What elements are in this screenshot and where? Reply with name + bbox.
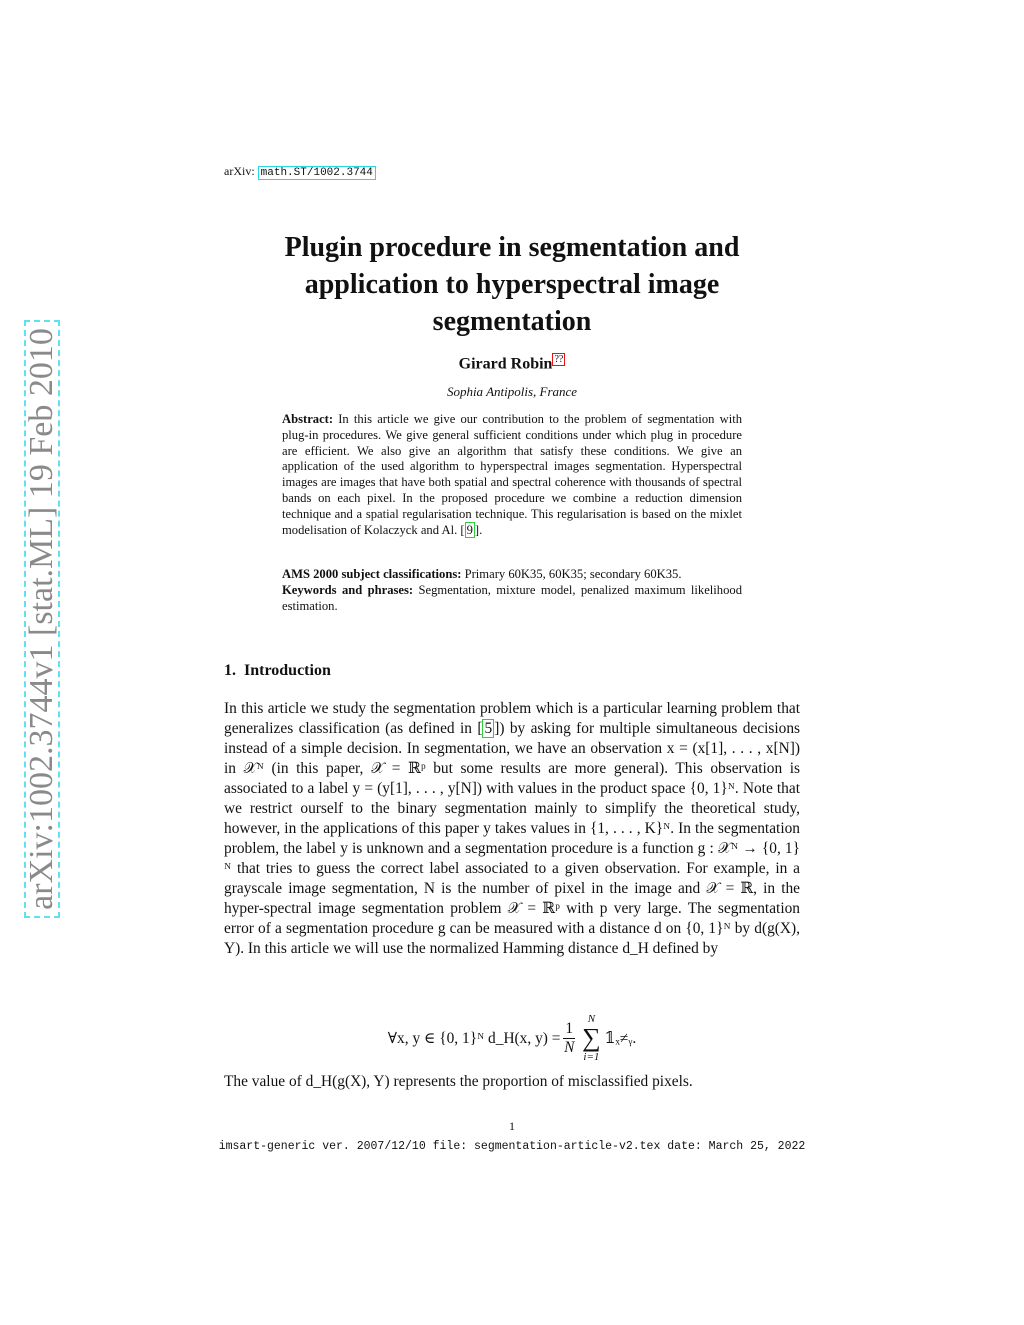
equation-fraction (563, 1020, 575, 1057)
equation-lhs: ∀x, y ∈ {0, 1}ᴺ d_H(x, y) = (387, 1029, 561, 1047)
author-line (224, 354, 800, 373)
intro-citation-link[interactable]: 5 (484, 720, 493, 737)
paper-title: Plugin procedure in segmentation and application to hyperspectral image segmentation (284, 232, 740, 337)
abstract-end: . (479, 522, 483, 537)
keywords (282, 583, 742, 615)
classification-block (282, 567, 742, 614)
ams-text: Primary 60K35, 60K35; secondary 60K35. (464, 567, 682, 581)
intro-text-a: In this article we study the segmentation problem which is a particular learning problem that generalizes classification (as defined in (224, 700, 800, 737)
abstract-citation-link[interactable]: 9 (466, 522, 473, 537)
affiliation: Sophia Antipolis, France (446, 384, 578, 399)
author-footnote-link[interactable]: ?? (554, 354, 564, 365)
page-number: 1 (509, 1119, 515, 1133)
after-equation-text: The value of d_H(g(X), Y) represents the proportion of misclassified pixels. (224, 1073, 693, 1090)
ams-classification (282, 567, 742, 583)
keywords-label: Keywords and phrases: (282, 582, 414, 597)
abstract: Abstract: In this article we give our contribution to the problem of segmentation with plug-in procedures. We give general sufficient conditions under which plug in procedure are efficient. We also give an algorithm that satisfy these conditions. We give an application of the used algorithm to hyperspectral images segmentation. Hyperspectral images are images that have both spatial and spectral coherence with thousands of spectral bands on each pixel. In the proposed procedure we combine a reduction dimension technique and a spatial regularisation technique. This regularisation is based on the mixlet modelisation of Kolaczyck and Al. [ 9 ]. (282, 412, 742, 537)
section-number: 1. (224, 662, 236, 679)
section-title: Introduction (244, 662, 331, 679)
side-stamp-text: arXiv:1002.3744v1 [stat.ML] 19 Feb 2010 (23, 328, 60, 910)
section-heading (224, 662, 331, 680)
sum-upper: N (587, 1013, 596, 1025)
arxiv-header (224, 164, 376, 179)
sum-symbol: ∑ (582, 1023, 601, 1052)
sum-lower: i=1 (583, 1051, 600, 1063)
arxiv-side-stamp[interactable] (24, 320, 60, 918)
fraction-numerator: 1 (565, 1019, 574, 1037)
equation-sum (582, 1013, 601, 1063)
page-footer: imsart-generic ver. 2007/12/10 file: segmentation-article-v2.tex date: March 25, 2022 (218, 1140, 806, 1153)
fraction-denominator: N (564, 1038, 575, 1056)
ams-label: AMS 2000 subject classifications: (282, 567, 462, 581)
arxiv-id-link[interactable]: math.ST/1002.3744 (258, 166, 376, 180)
intro-text-b: ) by asking for multiple simultaneous decisions instead of a simple decision. In segmentation, we have an observation x = (x[1], . . . , x[N]) in 𝒳ᴺ (in this paper, 𝒳 = ℝᵖ but some results are more general). This observation is associated to a label y = (y[1], . . . , y[N]) with values in the product space {0, 1}ᴺ. Note that we restrict ourself to the binary segmentation mainly to simplify the theoretical study, however, in the applications of this paper y takes values in {1, . . . , K}ᴺ. In the segmentation problem, the label y is unknown and a segmentation procedure is a function g : 𝒳ᴺ → {0, 1}ᴺ that tries to guess the correct label associated to a given observation. For example, in a grayscale image segmentation, N is the number of pixel in the image and 𝒳 = ℝ, in the hyper-spectral image segmentation problem 𝒳 = ℝᵖ with p very large. The segmentation error of a segmentation procedure g can be measured with a distance d on {0, 1}ᴺ by d(g(X), Y). In this article we will use the normalized Hamming distance d_H defined by (224, 720, 801, 957)
hamming-equation (224, 1010, 800, 1066)
keywords-text: Segmentation, mixture model, penalized maximum likelihood estimation. (282, 582, 742, 613)
intro-paragraph: In this article we study the segmentation problem which is a particular learning problem that generalizes classification (as defined in [ 5 ]) by asking for multiple simultaneous decisions instead of a simple decision. In segmentation, we have an observation x = (x[1], . . . , x[N]) in 𝒳ᴺ (in this paper, 𝒳 = ℝᵖ but some results are more general). This observation is associated to a label y = (y[1], . . . , y[N]) with values in the product space {0, 1}ᴺ. Note that we restrict ourself to the binary segmentation mainly to simplify the theoretical study, however, in the applications of this paper y takes values in {1, . . . , K}ᴺ. In the segmentation problem, the label y is unknown and a segmentation procedure is a function g : 𝒳ᴺ → {0, 1}ᴺ that tries to guess the correct label associated to a given observation. For example, in a grayscale image segmentation, N is the number of pixel in the image and 𝒳 = ℝ, in the hyper-spectral image segmentation problem 𝒳 = ℝᵖ with p very large. The segmentation error of a segmentation procedure g can be measured with a distance d on {0, 1}ᴺ by d(g(X), Y). In this article we will use the normalized Hamming distance d_H defined by (224, 700, 801, 957)
abstract-text: In this article we give our contribution to the problem of segmentation with plug-in procedures. We give general sufficient conditions under which plug in procedure are efficient. We also give an algorithm that satisfy these conditions. We give an application of the used algorithm to hyperspectral images segmentation. Hyperspectral images are images that have both spatial and spectral coherence with thousands of spectral bands on each pixel. In the proposed procedure we combine a reduction dimension technique and a spatial regularisation technique. This regularisation is based on the mixlet modelisation of Kolaczyck and Al. (282, 412, 742, 537)
equation-term: 𝟙ₓ≠ᵧ. (604, 1029, 637, 1047)
abstract-label: Abstract: (282, 412, 334, 426)
arxiv-prefix: arXiv: (224, 164, 255, 178)
author-name: Girard Robin (458, 355, 553, 373)
